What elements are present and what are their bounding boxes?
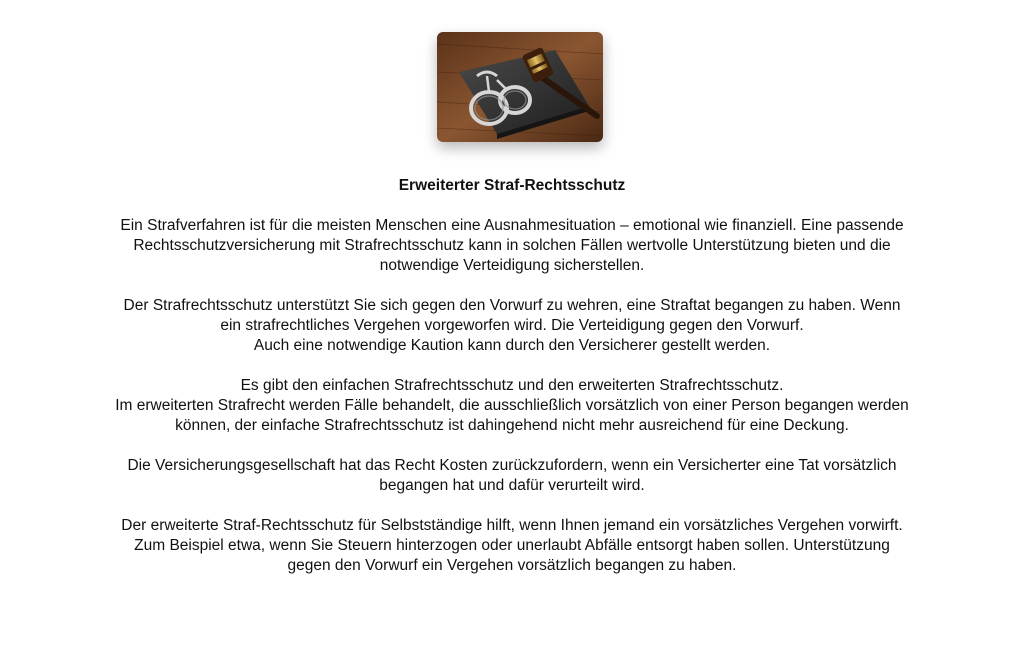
paragraph-line: Der Strafrechtsschutz unterstützt Sie sich gegen den Vorwurf zu wehren, eine Straftat begangen zu haben. Wenn	[123, 297, 901, 314]
paragraph-line: Es gibt den einfachen Strafrechtsschutz und den erweiterten Strafrechtsschutz.	[240, 377, 784, 394]
article-title: Erweiterter Straf-Rechtsschutz	[398, 177, 626, 194]
hero-image	[437, 32, 603, 142]
paragraph-line: Ein Strafverfahren ist für die meisten Menschen eine Ausnahmesituation – emotional wie finanziell. Eine passende	[120, 217, 904, 234]
paragraph-self-employed	[0, 516, 1024, 576]
paragraph-line: Rechtsschutzversicherung mit Strafrechtsschutz kann in solchen Fällen wertvolle Unterstützung bieten und die	[133, 237, 891, 254]
paragraph-line: können, der einfache Strafrechtsschutz ist dahingehend nicht mehr ausreichend für eine Deckung.	[175, 417, 849, 434]
paragraph-line: gegen den Vorwurf ein Vergehen vorsätzlich begangen zu haben.	[287, 557, 737, 574]
paragraph-intro	[0, 216, 1024, 276]
paragraph-line: begangen hat und dafür verurteilt wird.	[379, 477, 645, 494]
paragraph-types	[0, 376, 1024, 436]
article	[0, 176, 1024, 596]
paragraph-coverage	[0, 296, 1024, 356]
paragraph-line: Auch eine notwendige Kaution kann durch den Versicherer gestellt werden.	[253, 337, 771, 354]
paragraph-line: ein strafrechtliches Vergehen vorgeworfen wird. Die Verteidigung gegen den Vorwurf.	[220, 317, 804, 334]
paragraph-line: notwendige Verteidigung sicherstellen.	[379, 257, 645, 274]
paragraph-line: Zum Beispiel etwa, wenn Sie Steuern hinterzogen oder unerlaubt Abfälle entsorgt haben sollen. Unterstützung	[134, 537, 890, 554]
paragraph-line: Der erweiterte Straf-Rechtsschutz für Selbstständige hilft, wenn Ihnen jemand ein vorsätzliches Vergehen vorwirft.	[121, 517, 903, 534]
paragraph-line: Im erweiterten Strafrecht werden Fälle behandelt, die ausschließlich vorsätzlich von einer Person begangen werden	[115, 397, 909, 414]
paragraph-line: Die Versicherungsgesellschaft hat das Recht Kosten zurückzufordern, wenn ein Versicherter eine Tat vorsätzlich	[127, 457, 897, 474]
handcuffs-gavel-book-image	[437, 32, 603, 142]
paragraph-reclaim	[0, 456, 1024, 496]
